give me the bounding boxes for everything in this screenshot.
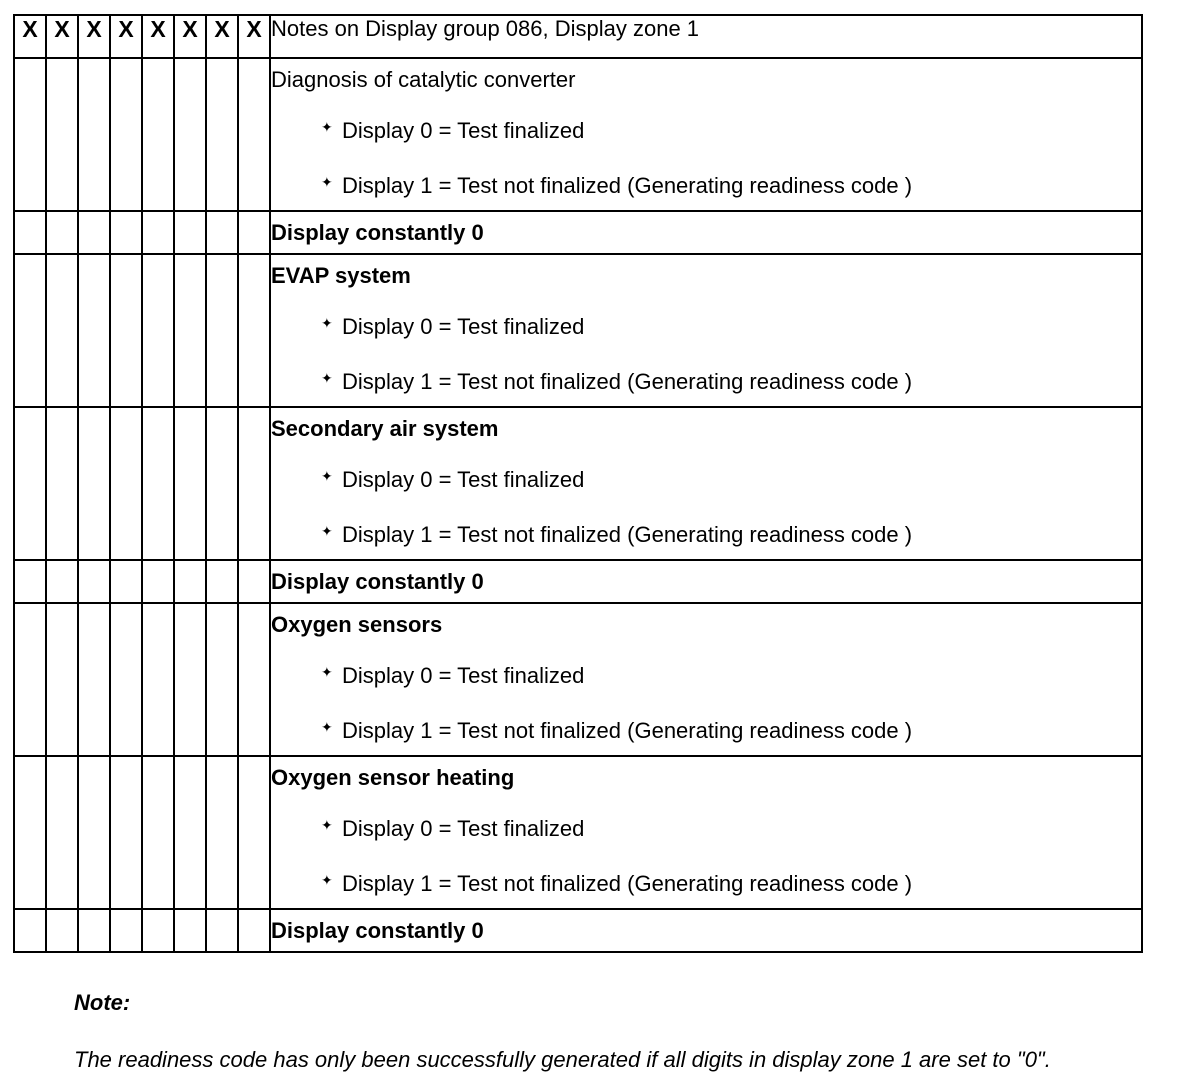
mark-cell: [206, 407, 238, 560]
row-title: Diagnosis of catalytic converter: [271, 67, 576, 92]
mark-cell: [238, 407, 270, 560]
row-subitem: [271, 296, 1141, 351]
table-row: [14, 909, 1142, 952]
column-mark-6: X: [174, 15, 206, 58]
mark-cell: [46, 603, 78, 756]
mark-cell: [110, 756, 142, 909]
bullet-icon: ✦: [321, 174, 333, 190]
subitem-text: Display 0 = Test finalized: [342, 467, 585, 492]
bullet-icon: ✦: [321, 370, 333, 386]
mark-cell: [238, 58, 270, 211]
table-body: [14, 58, 1142, 952]
subitem-text: Display 0 = Test finalized: [342, 816, 585, 841]
subitem-text: Display 1 = Test not finalized (Generating readiness code ): [342, 871, 913, 896]
note-text: The readiness code has only been successfully generated if all digits in display zone 1 are set to "0".: [74, 1047, 1051, 1072]
mark-cell: [110, 58, 142, 211]
subitem-text: Display 0 = Test finalized: [342, 118, 585, 143]
table-row: [14, 407, 1142, 560]
mark-cell: [174, 254, 206, 407]
mark-cell: [174, 407, 206, 560]
mark-cell: [78, 211, 110, 254]
mark-cell: [142, 407, 174, 560]
mark-cell: [78, 603, 110, 756]
mark-cell: [46, 909, 78, 952]
mark-cell: [174, 560, 206, 603]
row-content: [270, 756, 1142, 909]
mark-cell: [14, 909, 46, 952]
mark-cell: [238, 603, 270, 756]
mark-cell: [238, 254, 270, 407]
mark-cell: [238, 909, 270, 952]
row-title: Display constantly 0: [271, 569, 484, 594]
mark-cell: [206, 560, 238, 603]
subitem-text: Display 1 = Test not finalized (Generating readiness code ): [342, 522, 913, 547]
mark-cell: [110, 560, 142, 603]
mark-cell: [78, 756, 110, 909]
table-header-row: [14, 15, 1142, 58]
display-group-table: [13, 14, 1143, 953]
mark-cell: [206, 603, 238, 756]
mark-cell: [46, 211, 78, 254]
row-content: [270, 407, 1142, 560]
mark-cell: [142, 58, 174, 211]
column-mark-3: X: [78, 15, 110, 58]
row-subitem: [271, 351, 1141, 406]
table-row: [14, 58, 1142, 211]
mark-cell: [46, 560, 78, 603]
row-title: EVAP system: [271, 263, 411, 288]
row-subitem: [271, 100, 1141, 155]
column-mark-5: X: [142, 15, 174, 58]
mark-cell: [206, 211, 238, 254]
row-subitem: [271, 449, 1141, 504]
mark-cell: [78, 560, 110, 603]
mark-cell: [142, 254, 174, 407]
mark-cell: [174, 909, 206, 952]
row-content: [270, 909, 1142, 952]
column-mark-8: X: [238, 15, 270, 58]
row-content: [270, 560, 1142, 603]
subitem-text: Display 1 = Test not finalized (Generating readiness code ): [342, 173, 913, 198]
bullet-icon: ✦: [321, 468, 333, 484]
bullet-icon: ✦: [321, 664, 333, 680]
row-title: Oxygen sensors: [271, 612, 443, 637]
column-mark-1: X: [14, 15, 46, 58]
row-subitem: [271, 700, 1141, 755]
row-content: [270, 211, 1142, 254]
mark-cell: [14, 603, 46, 756]
mark-cell: [46, 254, 78, 407]
bullet-icon: ✦: [321, 719, 333, 735]
subitem-text: Display 1 = Test not finalized (Generating readiness code ): [342, 369, 913, 394]
mark-cell: [174, 58, 206, 211]
mark-cell: [14, 560, 46, 603]
mark-cell: [14, 211, 46, 254]
note-label: Note:: [74, 990, 131, 1015]
mark-cell: [110, 603, 142, 756]
mark-cell: [174, 603, 206, 756]
row-subitem: [271, 645, 1141, 700]
mark-cell: [142, 560, 174, 603]
row-title: Oxygen sensor heating: [271, 765, 515, 790]
mark-cell: [14, 58, 46, 211]
bullet-icon: ✦: [321, 315, 333, 331]
mark-cell: [142, 909, 174, 952]
mark-cell: [110, 254, 142, 407]
mark-cell: [14, 254, 46, 407]
row-title: Display constantly 0: [271, 220, 484, 245]
mark-cell: [174, 211, 206, 254]
row-title: Secondary air system: [271, 416, 499, 441]
row-content: [270, 58, 1142, 211]
mark-cell: [14, 756, 46, 909]
table-row: [14, 756, 1142, 909]
mark-cell: [78, 909, 110, 952]
row-subitem: [271, 853, 1141, 908]
row-subitem: [271, 798, 1141, 853]
mark-cell: [142, 211, 174, 254]
subitem-text: Display 0 = Test finalized: [342, 663, 585, 688]
table-row: [14, 560, 1142, 603]
column-mark-4: X: [110, 15, 142, 58]
subitem-text: Display 1 = Test not finalized (Generating readiness code ): [342, 718, 913, 743]
mark-cell: [110, 407, 142, 560]
row-subitem: [271, 155, 1141, 210]
mark-cell: [110, 211, 142, 254]
mark-cell: [206, 58, 238, 211]
mark-cell: [142, 603, 174, 756]
mark-cell: [206, 756, 238, 909]
mark-cell: [174, 756, 206, 909]
mark-cell: [238, 560, 270, 603]
subitem-text: Display 0 = Test finalized: [342, 314, 585, 339]
column-mark-2: X: [46, 15, 78, 58]
bullet-icon: ✦: [321, 817, 333, 833]
bullet-icon: ✦: [321, 119, 333, 135]
row-subitem: [271, 504, 1141, 559]
mark-cell: [46, 407, 78, 560]
row-content: [270, 254, 1142, 407]
mark-cell: [238, 211, 270, 254]
mark-cell: [206, 909, 238, 952]
table-row: [14, 603, 1142, 756]
mark-cell: [78, 407, 110, 560]
mark-cell: [142, 756, 174, 909]
table-title: Notes on Display group 086, Display zone 1: [270, 15, 1142, 58]
table-row: [14, 211, 1142, 254]
bullet-icon: ✦: [321, 872, 333, 888]
mark-cell: [78, 254, 110, 407]
table-row: [14, 254, 1142, 407]
row-title: Display constantly 0: [271, 918, 484, 943]
mark-cell: [46, 756, 78, 909]
column-mark-7: X: [206, 15, 238, 58]
mark-cell: [14, 407, 46, 560]
mark-cell: [238, 756, 270, 909]
mark-cell: [46, 58, 78, 211]
row-content: [270, 603, 1142, 756]
bullet-icon: ✦: [321, 523, 333, 539]
mark-cell: [206, 254, 238, 407]
mark-cell: [78, 58, 110, 211]
mark-cell: [110, 909, 142, 952]
